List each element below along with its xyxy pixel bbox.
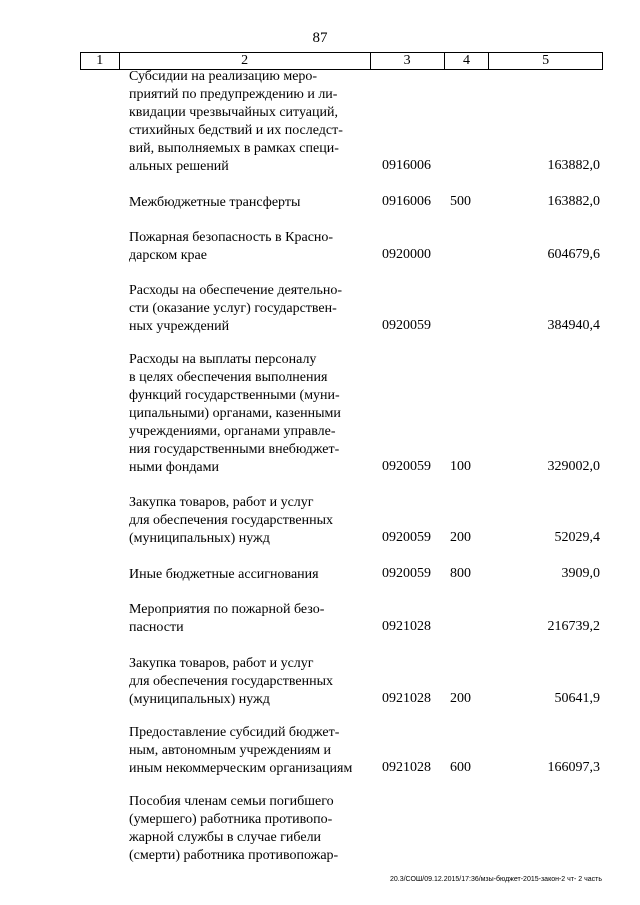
row-expense-type: 800	[450, 566, 471, 581]
page-number: 87	[312, 30, 328, 46]
row-code: 0916006	[382, 194, 431, 209]
column-header-5: 5	[489, 53, 603, 70]
row-code: 0921028	[382, 619, 431, 634]
row-description: Пожарная безопасность в Красно- дарском крае	[129, 230, 334, 263]
row-code: 0920059	[382, 566, 431, 581]
row-code: 0920059	[382, 459, 431, 474]
row-description: Расходы на обеспечение деятельно- сти (оказание услуг) государствен- ных учреждений	[129, 283, 342, 334]
column-header-3: 3	[370, 53, 444, 70]
row-description: Закупка товаров, работ и услуг для обеспечения государственных (муниципальных) нужд	[129, 656, 333, 707]
row-amount: 604679,6	[547, 247, 600, 262]
row-amount: 216739,2	[547, 619, 600, 634]
row-code: 0916006	[382, 158, 431, 173]
row-expense-type: 100	[450, 459, 471, 474]
row-description: Субсидии на реализацию меро- приятий по предупреждению и ли- квидации чрезвычайных ситуаций, стихийных бедствий и их последст- вий, выполняемых в рамках специ- альных решений	[129, 69, 343, 174]
row-amount: 384940,4	[547, 318, 600, 333]
row-amount: 52029,4	[554, 530, 600, 545]
row-description: Межбюджетные трансферты	[129, 195, 301, 210]
row-expense-type: 600	[450, 760, 471, 775]
row-expense-type: 200	[450, 691, 471, 706]
row-description: Расходы на выплаты персоналу в целях обеспечения выполнения функций государственными (муни- ципальными) органами, казенными учреждениями, органами управле- ния государственными внебюджет- ными фондами	[129, 352, 341, 475]
row-amount: 163882,0	[547, 158, 600, 173]
row-amount: 329002,0	[547, 459, 600, 474]
row-amount: 50641,9	[554, 691, 600, 706]
row-description: Мероприятия по пожарной безо- пасности	[129, 602, 325, 635]
row-amount: 166097,3	[547, 760, 600, 775]
row-description: Пособия членам семьи погибшего (умершего) работника противопо- жарной службы в случае гибели (смерти) работника противопожар-	[129, 794, 339, 863]
row-code: 0921028	[382, 760, 431, 775]
row-description: Закупка товаров, работ и услуг для обеспечения государственных (муниципальных) нужд	[129, 495, 333, 546]
row-amount: 163882,0	[547, 194, 600, 209]
row-code: 0920059	[382, 530, 431, 545]
row-code: 0921028	[382, 691, 431, 706]
column-header-2: 2	[119, 53, 370, 70]
row-code: 0920059	[382, 318, 431, 333]
row-expense-type: 200	[450, 530, 471, 545]
row-description: Предоставление субсидий бюджет- ным, автономным учреждениям и иным некоммерческим организациям	[129, 725, 353, 776]
column-header-1: 1	[81, 53, 120, 70]
row-description: Иные бюджетные ассигнования	[129, 567, 319, 582]
row-amount: 3909,0	[561, 566, 600, 581]
document-footer: 20.3/СОШ/09.12.2015/17:36/мзы-бюджет-2015-закон-2 чт- 2 часть	[389, 876, 602, 883]
row-expense-type: 500	[450, 194, 471, 209]
column-header-4: 4	[444, 53, 489, 70]
row-code: 0920000	[382, 247, 431, 262]
